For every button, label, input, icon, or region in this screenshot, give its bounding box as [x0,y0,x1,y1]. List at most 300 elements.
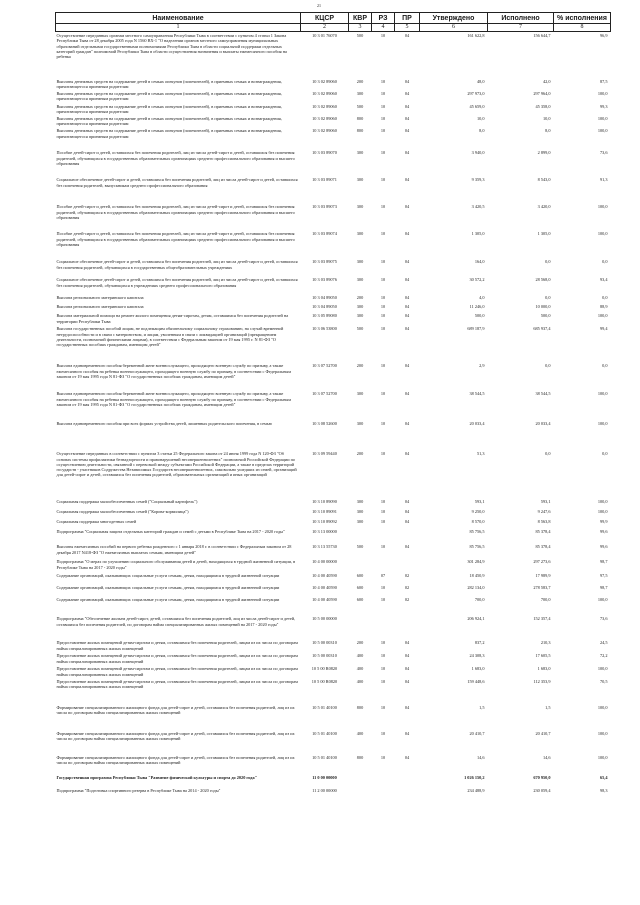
column-number: 1 [56,24,301,32]
cell-rz: 10 [380,33,386,39]
cell-name: Содержание организаций, оказывающих социальные услуги семьям, детям, находящимся в трудной жизненной ситуации [56,597,280,603]
cell-executed: 28 568,0 [535,277,551,283]
cell-pr: 04 [404,509,410,515]
cell-executed: 8,0 [545,128,551,134]
cell-kvr: 300 [356,421,364,427]
cell-kvr: 500 [356,326,364,332]
cell-approved: 234 488,9 [467,787,485,793]
cell-name: Содержание организаций, оказывающих социальные услуги семьям, детям, находящимся в трудной жизненной ситуации [56,585,280,591]
cell-executed: 297 964,0 [533,91,551,97]
cell-approved: 8,0 [479,128,485,134]
table-row [56,508,611,518]
cell-percent: 73,6 [599,616,608,622]
cell-pr: 04 [404,150,410,156]
cell-executed: 670 950,0 [533,774,551,780]
cell-pr: 04 [404,204,410,210]
cell-kvr [349,787,372,796]
cell-kcsr: 10 4 00 40590 [312,597,337,603]
table-row [56,572,611,584]
cell-executed: 8 563,8 [537,519,551,525]
cell-rz: 10 [380,304,386,310]
cell-percent: 100,0 [597,730,608,736]
cell-executed: 38 544,5 [535,391,551,397]
cell-rz: 10 [380,363,386,369]
cell-executed: 1,5 [545,704,551,710]
header-pr: ПР [395,13,420,24]
cell-rz [372,774,395,787]
cell-name: Формирование специализированного жилищного фонда для детей-сирот и детей, оставшихся без попечения родителей, лиц из их числа по договорам найма специализированных жилых помещений [56,754,295,765]
cell-pr: 04 [404,391,410,397]
table-row [56,678,611,704]
table-row [56,312,611,325]
cell-name: Предоставление жилых помещений детям-сиротам и детям, оставшимся без попечения родителей, лицам из их числа по договорам найма специализированных жилых помещений [56,678,298,689]
cell-pr: 04 [404,103,410,109]
table-row [56,203,611,230]
table-row [56,528,611,543]
cell-kvr: 800 [356,128,364,134]
cell-kvr: 300 [356,313,364,319]
cell-kcsr: 10 5 01 40100 [312,754,337,760]
cell-percent: 100,0 [597,313,608,319]
cell-pr [395,615,420,639]
table-body [56,32,611,796]
cell-pr: 04 [404,128,410,134]
cell-name: Осуществление переданных органам местного самоуправления Республики Тыва в соответствии с пунктом 4 статьи 1 Закона Республики Тыва от 28 декабря 2005 года N 1560 ВХ-1 "О наделении органов местного самоуправления муниципальных образований отдельными государственными полномочиями Республики Тыва в области социальной поддержки отдельных категорий граждан" полномочий Республики Тыва в области осуществления назначения и выплаты ежемесячного пособия на ребенка [56,33,287,60]
cell-approved: 20 410,7 [469,730,485,736]
cell-percent: 24,5 [599,640,608,646]
cell-kcsr: 10 3 06 53800 [312,326,337,332]
cell-kcsr: 10 5 00 R0820 [311,678,338,684]
cell-kcsr: 10 4 00 40590 [312,585,337,591]
cell-percent: 100,0 [597,421,608,427]
cell-kvr: 400 [356,730,364,736]
cell-kvr: 300 [356,304,364,310]
cell-approved: 8 570,0 [471,519,485,525]
cell-percent: 0,0 [602,259,608,265]
cell-executed: 297 273,6 [533,559,551,565]
cell-percent: 72,2 [599,653,608,659]
cell-pr: 04 [404,33,410,39]
cell-rz: 10 [380,277,386,283]
cell-rz: 10 [380,313,386,319]
column-number: 3 [349,24,372,32]
cell-rz [372,787,395,796]
cell-approved: 11 246,0 [469,304,485,310]
cell-rz: 10 [380,585,386,591]
cell-kvr: 300 [356,259,364,265]
table-row [56,78,611,90]
cell-kvr: 400 [356,666,364,672]
cell-kcsr: 10 5 00 00310 [312,653,337,659]
cell-rz: 10 [380,78,386,84]
cell-percent: 100,0 [597,91,608,97]
table-row [56,665,611,677]
cell-pr: 02 [404,585,410,591]
cell-rz: 10 [380,177,386,183]
cell-executed: 152 357,4 [533,616,551,622]
cell-name: Выплата единовременного пособия беременной жене военнослужащего, проходящего военную службу по призыву, а также ежемесячного пособия на ребенка военнослужащего, проходящего военную службу по призыву, в соответствии с Федеральным законом от 19 мая 1995 года N 81-ФЗ "О государственных пособиях гражданам, имеющим детей" [56,363,291,379]
table-row [56,730,611,754]
cell-name: Предоставление жилых помещений детям-сиротам и детям, оставшимся без попечения родителей, лицам из их числа по договорам найма специализированных жилых помещений [56,666,298,677]
table-row [56,596,611,615]
table-row [56,420,611,450]
cell-approved: 301 284,9 [467,559,485,565]
cell-pr: 04 [404,704,410,710]
cell-approved: 297 973,0 [467,91,485,97]
cell-pr: 04 [404,259,410,265]
cell-kcsr: 10 3 02 89060 [312,103,337,109]
cell-kvr: 800 [356,115,364,121]
cell-rz: 10 [380,103,386,109]
cell-name: Социальная поддержка малообеспеченных семей ("Корова-кормилица") [56,509,189,515]
cell-percent: 100,0 [597,204,608,210]
cell-name: Формирование специализированного жилищного фонда для детей-сирот и детей, оставшихся без попечения родителей, лиц из их числа по договорам найма специализированных жилых помещений [56,730,295,741]
cell-rz: 10 [380,640,386,646]
cell-approved: 1 683,0 [471,666,485,672]
cell-percent: 99,3 [599,103,608,109]
table-row [56,498,611,508]
cell-name: Социальная поддержка многодетных семей [56,519,137,525]
cell-name: Социальное обеспечение детей-сирот и детей, оставшихся без попечения родителей, лиц из числа детей-сирот и детей, оставшихся без попечения родителей, выпускникам среднего профессионального образования [56,177,298,188]
cell-percent: 98,3 [599,787,608,793]
cell-name: Подпрограмма "Социальная защита отдельных категорий граждан и семей с детьми в Республике Тыва на 2017 - 2020 годы" [56,529,285,535]
cell-name: Выплата единовременного пособия при всех формах устройства детей, лишенных родительского попечения, в семью [56,421,272,427]
cell-executed: 156 644,7 [533,33,551,39]
cell-kvr: 300 [356,391,364,397]
cell-executed: 14,6 [542,754,551,760]
cell-approved: 9 359,3 [471,177,485,183]
table-row [56,704,611,730]
cell-approved: 85 756,5 [469,544,485,550]
cell-pr: 04 [404,421,410,427]
cell-name: Подпрограмма "О мерах по улучшению социального обслуживания детей и детей, находящихся в трудной жизненной ситуации, в Республике Тыва на 2017 - 2020 годы" [56,559,296,570]
cell-rz: 10 [380,704,386,710]
cell-approved: 700,0 [474,597,485,603]
cell-name: Пособие детей-сирот и детей, оставшихся без попечения родителей, лиц из числа детей-сирот и детей, оставшихся без попечения родителей, обучающихся в государственных образовательных организациях среднего профессионального образования и высшего образования [56,150,295,166]
cell-name: Подпрограмма "Подготовка спортивного резерва в Республике Тыва на 2014 - 2020 годы" [56,787,221,793]
cell-executed: 10,0 [542,115,551,121]
cell-percent: 0,0 [602,363,608,369]
table-row [56,787,611,796]
cell-rz: 10 [380,666,386,672]
table-row [56,325,611,362]
cell-approved: 282 134,0 [467,585,485,591]
cell-pr [395,787,420,796]
header-kvr: КВР [349,13,372,24]
table-row [56,294,611,303]
cell-kvr: 600 [356,597,364,603]
cell-executed: 0,0 [545,451,551,457]
cell-kvr: 200 [356,78,364,84]
cell-executed: 20 033,4 [535,421,551,427]
table-row [56,90,611,102]
cell-kcsr: 10 4 00 00000 [312,559,337,565]
page-number: 21 [317,3,321,8]
cell-percent: 100,0 [597,391,608,397]
cell-executed: 2 899,0 [537,150,551,156]
table-row [56,230,611,258]
cell-kcsr: 10 3 10 89092 [312,519,337,525]
column-number: 2 [301,24,349,32]
cell-percent: 87,5 [599,78,608,84]
cell-kvr [349,774,372,787]
cell-executed: 700,0 [540,597,551,603]
cell-rz: 10 [380,544,386,550]
cell-approved: 85 756,5 [469,529,485,535]
cell-rz: 10 [380,128,386,134]
cell-kcsr: 10 3 04 89050 [312,304,337,310]
cell-executed: 1 683,0 [537,666,551,672]
cell-kcsr: 10 4 00 40590 [312,573,337,579]
cell-executed: 20 410,7 [535,730,551,736]
cell-executed: 85 378,4 [535,529,551,535]
cell-approved: 38 544,5 [469,391,485,397]
table-row [56,149,611,176]
cell-percent: 99,4 [599,326,608,332]
cell-pr: 04 [404,451,410,457]
cell-approved: 30 572,2 [469,277,485,283]
cell-rz: 10 [380,519,386,525]
cell-executed: 112 353,9 [533,678,551,684]
cell-executed: 17 989,9 [535,573,551,579]
cell-rz: 10 [380,678,386,684]
cell-kvr [349,528,372,543]
table-row [56,276,611,294]
header-name: Наименование [56,13,301,24]
cell-kcsr: 10 3 10 89090 [312,499,337,505]
cell-pr: 04 [404,730,410,736]
cell-rz: 10 [380,259,386,265]
cell-percent: 100,0 [597,754,608,760]
cell-kcsr: 10 5 00 00000 [312,616,337,622]
cell-name: Выплата регионального материнского капитала [56,295,144,301]
cell-executed: 210,3 [540,640,551,646]
cell-approved: 4,0 [479,295,485,301]
cell-executed: 10 000,0 [535,304,551,310]
cell-kcsr: 10 3 03 89074 [312,231,337,237]
cell-approved: 51,3 [476,451,485,457]
cell-kcsr: 10 3 03 89073 [312,204,337,210]
cell-name: Выплаты денежных средств на содержание детей в семьях опекунов (попечителей), в приемных семьях и вознаграждения, причитающегося приемным родителям [56,115,282,127]
cell-kvr: 500 [356,33,364,39]
cell-rz: 10 [380,730,386,736]
cell-percent: 70,5 [599,678,608,684]
table-row [56,362,611,390]
cell-name: Выплата единовременного пособия беременной жене военнослужащего, проходящего военную службу по призыву, а также ежемесячного пособия на ребенка военнослужащего, проходящего военную службу по призыву, в соответствии с Федеральным законом от 19 мая 1995 года N 81-ФЗ "О государственных пособиях гражданам, имеющим детей" [56,391,291,407]
table-row [56,258,611,276]
cell-pr: 04 [404,115,410,121]
cell-name: Выплаты денежных средств на содержание детей в семьях опекунов (попечителей), в приемных семьях и вознаграждения, причитающегося приемным родителям [56,91,282,102]
cell-kcsr: 10 3 09 59440 [312,451,337,457]
table-row [56,774,611,787]
cell-name: Предоставление жилых помещений детям-сиротам и детям, оставшимся без попечения родителей, лицам из их числа по договорам найма специализированных жилых помещений [56,653,298,664]
cell-kcsr: 10 3 01 76070 [312,33,337,39]
cell-kvr [349,558,372,572]
cell-kcsr: 10 3 02 89060 [312,78,337,84]
table-row [56,754,611,774]
cell-kvr: 800 [356,754,364,760]
cell-approved: 500,0 [474,313,485,319]
cell-rz: 10 [380,91,386,97]
cell-kcsr: 10 3 10 89091 [312,509,337,515]
cell-kcsr: 10 3 03 89076 [312,277,337,283]
cell-kvr: 600 [356,585,364,591]
cell-kvr: 300 [356,177,364,183]
cell-kcsr: 10 3 02 89060 [312,115,337,121]
cell-name: Выплаты денежных средств на содержание детей в семьях опекунов (попечителей), в приемных семьях и вознаграждения, причитающегося приемным родителям [56,78,282,89]
cell-approved: 20 033,4 [469,421,485,427]
table-row [56,303,611,312]
cell-percent: 93,4 [599,277,608,283]
cell-name: Предоставление жилых помещений детям-сиротам и детям, оставшимся без попечения родителей, лицам из их числа по договорам найма специализированных жилых помещений [56,640,298,651]
cell-pr: 04 [404,519,410,525]
cell-executed: 230 059,4 [533,787,551,793]
cell-approved: 593,1 [474,499,485,505]
cell-rz: 10 [380,597,386,603]
cell-percent: 0,0 [602,451,608,457]
cell-kvr: 800 [356,704,364,710]
cell-approved: 24 308,3 [469,653,485,659]
cell-approved: 2,9 [479,363,485,369]
cell-kcsr: 10 3 03 89070 [312,150,337,156]
cell-kcsr: 10 3 03 89075 [312,259,337,265]
cell-percent: 96,9 [599,33,608,39]
cell-rz: 10 [380,391,386,397]
column-number: 7 [488,24,554,32]
cell-approved: 161 622,8 [467,33,485,39]
cell-name: Пособие детей-сирот и детей, оставшихся без попечения родителей, лиц из числа детей-сирот и детей, оставшихся без попечения родителей, обучающихся в государственных образовательных организациях среднего профессионального образования и высшего образования [56,204,295,220]
cell-pr: 04 [404,653,410,659]
cell-name: Выплата материальной помощи на ремонт жилого помещения детям-сиротам, детям, оставшимся без попечения родителей на территории Республики Тыва [56,313,289,324]
cell-percent: 100,0 [597,704,608,710]
table-row [56,103,611,115]
cell-executed: 0,0 [545,295,551,301]
cell-pr: 04 [404,313,410,319]
cell-executed: 42,0 [542,78,551,84]
cell-rz: 10 [380,509,386,515]
cell-rz: 10 [380,295,386,301]
cell-percent: 100,0 [597,509,608,515]
cell-name: Пособие детей-сирот и детей, оставшихся без попечения родителей, лиц из числа детей-сирот и детей, оставшихся без попечения родителей, обучающихся в государственных образовательных организациях среднего профессионального образования и высшего образования [56,231,295,247]
cell-name: Выплата государственных пособий лицам, не подлежащим обязательному социальному страхованию, на случай временной нетрудоспособности и в связи с материнством, и лицам, уволенным в связи с ликвидацией организаций (прекращением деятельности, полномочий физическими лицами), в соответствии с Федеральным законом от 19 мая 1995 г. N 81-ФЗ "О государственных пособиях гражданам, имеющим детей" [56,326,284,347]
cell-pr: 04 [404,326,410,332]
cell-rz: 10 [380,421,386,427]
cell-kcsr: 10 3 02 89060 [312,128,337,134]
cell-pr: 04 [404,363,410,369]
cell-pr: 04 [404,78,410,84]
cell-executed: 0,0 [545,259,551,265]
cell-kvr: 300 [356,519,364,525]
cell-percent: 91,3 [599,177,608,183]
table-row [56,615,611,639]
cell-rz: 10 [380,499,386,505]
cell-pr: 04 [404,499,410,505]
cell-pr: 04 [404,640,410,646]
cell-percent: 65,4 [599,774,608,780]
cell-pr: 04 [404,231,410,237]
header-rz: РЗ [372,13,395,24]
column-number: 5 [395,24,420,32]
cell-pr [395,558,420,572]
cell-pr: 02 [404,597,410,603]
cell-percent: 99,6 [599,529,608,535]
cell-kcsr: 10 5 01 40100 [312,730,337,736]
table-row [56,558,611,572]
cell-kcsr: 11 0 00 00000 [312,774,337,780]
cell-approved: 3 940,0 [471,150,485,156]
table-row [56,450,611,498]
cell-pr [395,528,420,543]
cell-percent: 88,9 [599,304,608,310]
cell-kcsr: 10 3 08 52600 [312,421,337,427]
table-row [56,584,611,596]
cell-kcsr: 10 3 05 89080 [312,313,337,319]
cell-kcsr: 10 3 13 55730 [312,544,337,550]
cell-rz: 10 [380,653,386,659]
cell-percent: 98,7 [599,585,608,591]
cell-approved: 206 924,1 [467,616,485,622]
cell-pr: 04 [404,295,410,301]
cell-kvr: 500 [356,544,364,550]
cell-name: Социальное обеспечение детей-сирот и детей, оставшихся без попечения родителей, лиц из числа детей-сирот и детей, оставшихся без попечения родителей, обучающихся в государственных общеобразовательных учреждениях [56,259,298,270]
cell-rz: 10 [380,204,386,210]
cell-approved: 689 187,9 [467,326,485,332]
cell-approved: 1,5 [479,704,485,710]
cell-executed: 0,0 [545,363,551,369]
table-row [56,32,611,78]
cell-kcsr: 10 3 02 89060 [312,91,337,97]
cell-pr: 04 [404,177,410,183]
column-number-row [56,24,611,32]
table-row [56,127,611,149]
cell-percent: 100,0 [597,597,608,603]
header-executed: Исполнено [488,13,554,24]
cell-pr [395,774,420,787]
cell-name: Подпрограмма "Обеспечение жильем детей-сирот, детей, оставшихся без попечения родителей, лиц из числа детей-сирот и детей, оставшихся без попечения родителей, по договорам найма специализированных жилых помещений на 2017 - 2020 годы" [56,616,296,627]
cell-percent: 99,9 [599,519,608,525]
header-percent: % исполнения [554,13,611,24]
cell-pr: 04 [404,277,410,283]
cell-kvr: 500 [356,103,364,109]
cell-executed: 17 605,5 [535,653,551,659]
cell-name: Выплаты ежемесячных пособий на первого ребенка рожденного с 1 января 2018 г. в соответствии с Федеральным законом от 28 декабря 2017 N418-ФЗ "О ежемесячных выплатах семьям, имеющим детей" [56,544,292,555]
cell-percent: 0,0 [602,295,608,301]
cell-approved: 14,6 [476,754,485,760]
table-row [56,176,611,203]
cell-name: Осуществление переданных в соответствии с пунктом 3 статьи 25 Федерального закона от 24 июня 1999 года N 120-ФЗ "Об основах системы профилактики безнадзорности и правонарушений несовершеннолетних" полномочий Российской Федерации по осуществлению деятельности, связанной с перевозкой между субъектами Российской Федерации, а также в пределах территорий государств - участников Содружества Независимых Государств несовершеннолетних, самовольно ушедших из семей, организаций для детей-сирот и детей, оставшихся без попечения родителей, образовательных организаций и иных организаций [56,451,297,478]
cell-name: Формирование специализированного жилищного фонда для детей-сирот и детей, оставшихся без попечения родителей, лиц из их числа по договорам найма специализированных жилых помещений [56,704,295,715]
cell-pr: 04 [404,754,410,760]
cell-percent: 98,7 [599,559,608,565]
cell-executed: 1 305,0 [537,231,551,237]
column-number: 4 [372,24,395,32]
cell-percent: 100,0 [597,499,608,505]
cell-approved: 159 448,6 [467,678,485,684]
cell-executed: 278 583,7 [533,585,551,591]
cell-kvr [349,615,372,639]
cell-approved: 1 305,0 [471,231,485,237]
cell-kcsr: 10 5 00 00310 [312,640,337,646]
cell-approved: 164,0 [474,259,485,265]
cell-kcsr: 10 5 01 40100 [312,704,337,710]
cell-kvr: 300 [356,231,364,237]
cell-approved: 9 250,0 [471,509,485,515]
cell-rz [372,558,395,572]
cell-executed: 685 937,4 [533,326,551,332]
cell-percent: 100,0 [597,666,608,672]
header-kcsr: КЦСР [301,13,349,24]
cell-pr: 04 [404,666,410,672]
